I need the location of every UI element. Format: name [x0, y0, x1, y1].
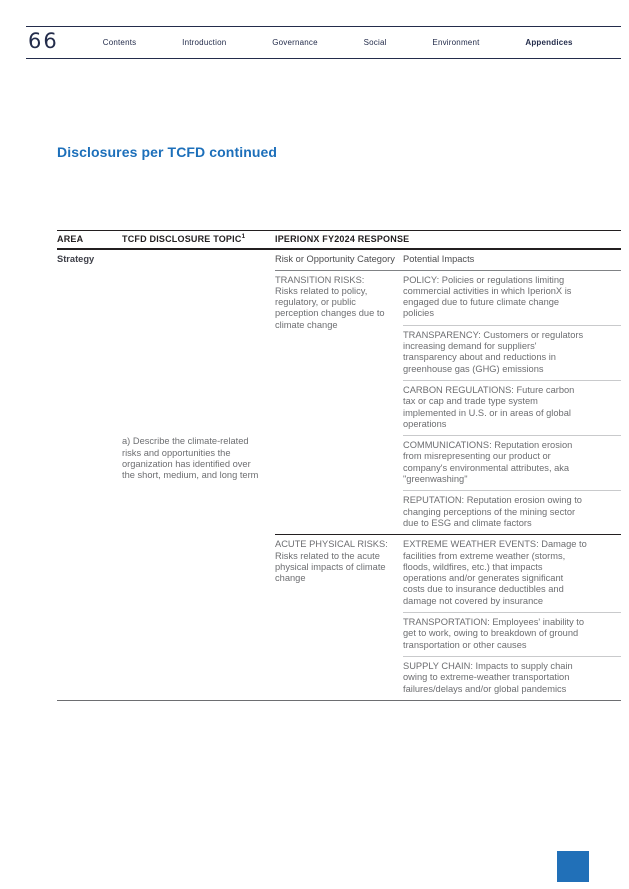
subheader-risk-category: Risk or Opportunity Category: [275, 250, 403, 270]
nav-environment[interactable]: Environment: [432, 38, 480, 47]
topic-description: a) Describe the climate-related risks and opportunities the organization has identified over the short, medium, and long term: [122, 436, 259, 481]
nav-social[interactable]: Social: [363, 38, 387, 47]
impact-transparency: TRANSPARENCY: Customers or regulators increasing demand for suppliers' transparency about and reductions in greenhouse gas (GHG) emissions: [403, 326, 621, 381]
impact-supply-chain: SUPPLY CHAIN: Impacts to supply chain owing to extreme-weather transportation failures/delays and/or global pandemics: [403, 660, 573, 694]
area-label-strategy: Strategy: [57, 254, 95, 265]
nav-governance[interactable]: Governance: [272, 38, 318, 47]
table-bottom-rule: [57, 700, 621, 701]
risk-category-acute-physical: ACUTE PHYSICAL RISKS: Risks related to the acute physical impacts of climate change: [275, 539, 388, 584]
top-nav: [103, 38, 573, 47]
subheader-potential-impacts: Potential Impacts: [403, 250, 621, 270]
impact-policy: POLICY: Policies or regulations limiting commercial activities in which IperionX is engaged due to future climate change policies: [403, 271, 621, 326]
risk-category-transition: TRANSITION RISKS: Risks related to policy, regulatory, or public perception changes due to climate change: [275, 271, 403, 536]
impact-reputation: REPUTATION: Reputation erosion owing to changing perceptions of the mining sector due to ESG and climate factors: [403, 491, 621, 535]
page-number: 66: [28, 29, 59, 53]
footer-corner-square: [557, 851, 589, 882]
impact-transportation: TRANSPORTATION: Employees' inability to get to work, owing to breakdown of ground transportation or other causes: [403, 613, 621, 657]
impact-extreme-weather: EXTREME WEATHER EVENTS: Damage to facilities from extreme weather (storms, floods, wildfires, etc.) that impacts operations and/or generates significant costs due to insurance deductibles and damage not covered by insurance: [403, 535, 621, 613]
nav-appendices[interactable]: Appendices: [525, 38, 573, 47]
col-header-area: AREA: [57, 230, 122, 250]
col-header-response: IPERIONX FY2024 RESPONSE: [275, 230, 621, 250]
impact-communications: COMMUNICATIONS: Reputation erosion from misrepresenting our product or company's environmental attributes, aka "greenwashing": [403, 436, 621, 491]
page-header: [26, 26, 621, 59]
tcfd-table: [57, 230, 621, 701]
col-header-topic: [122, 230, 275, 250]
impact-carbon-regulations: CARBON REGULATIONS: Future carbon tax or cap and trade type system implemented in U.S. or in areas of global operations: [403, 381, 621, 436]
nav-introduction[interactable]: Introduction: [182, 38, 227, 47]
page-title: Disclosures per TCFD continued: [57, 144, 278, 160]
nav-contents[interactable]: Contents: [102, 38, 137, 47]
col-header-topic-text: TCFD DISCLOSURE TOPIC: [122, 234, 242, 244]
footnote-marker: 1: [241, 233, 246, 240]
